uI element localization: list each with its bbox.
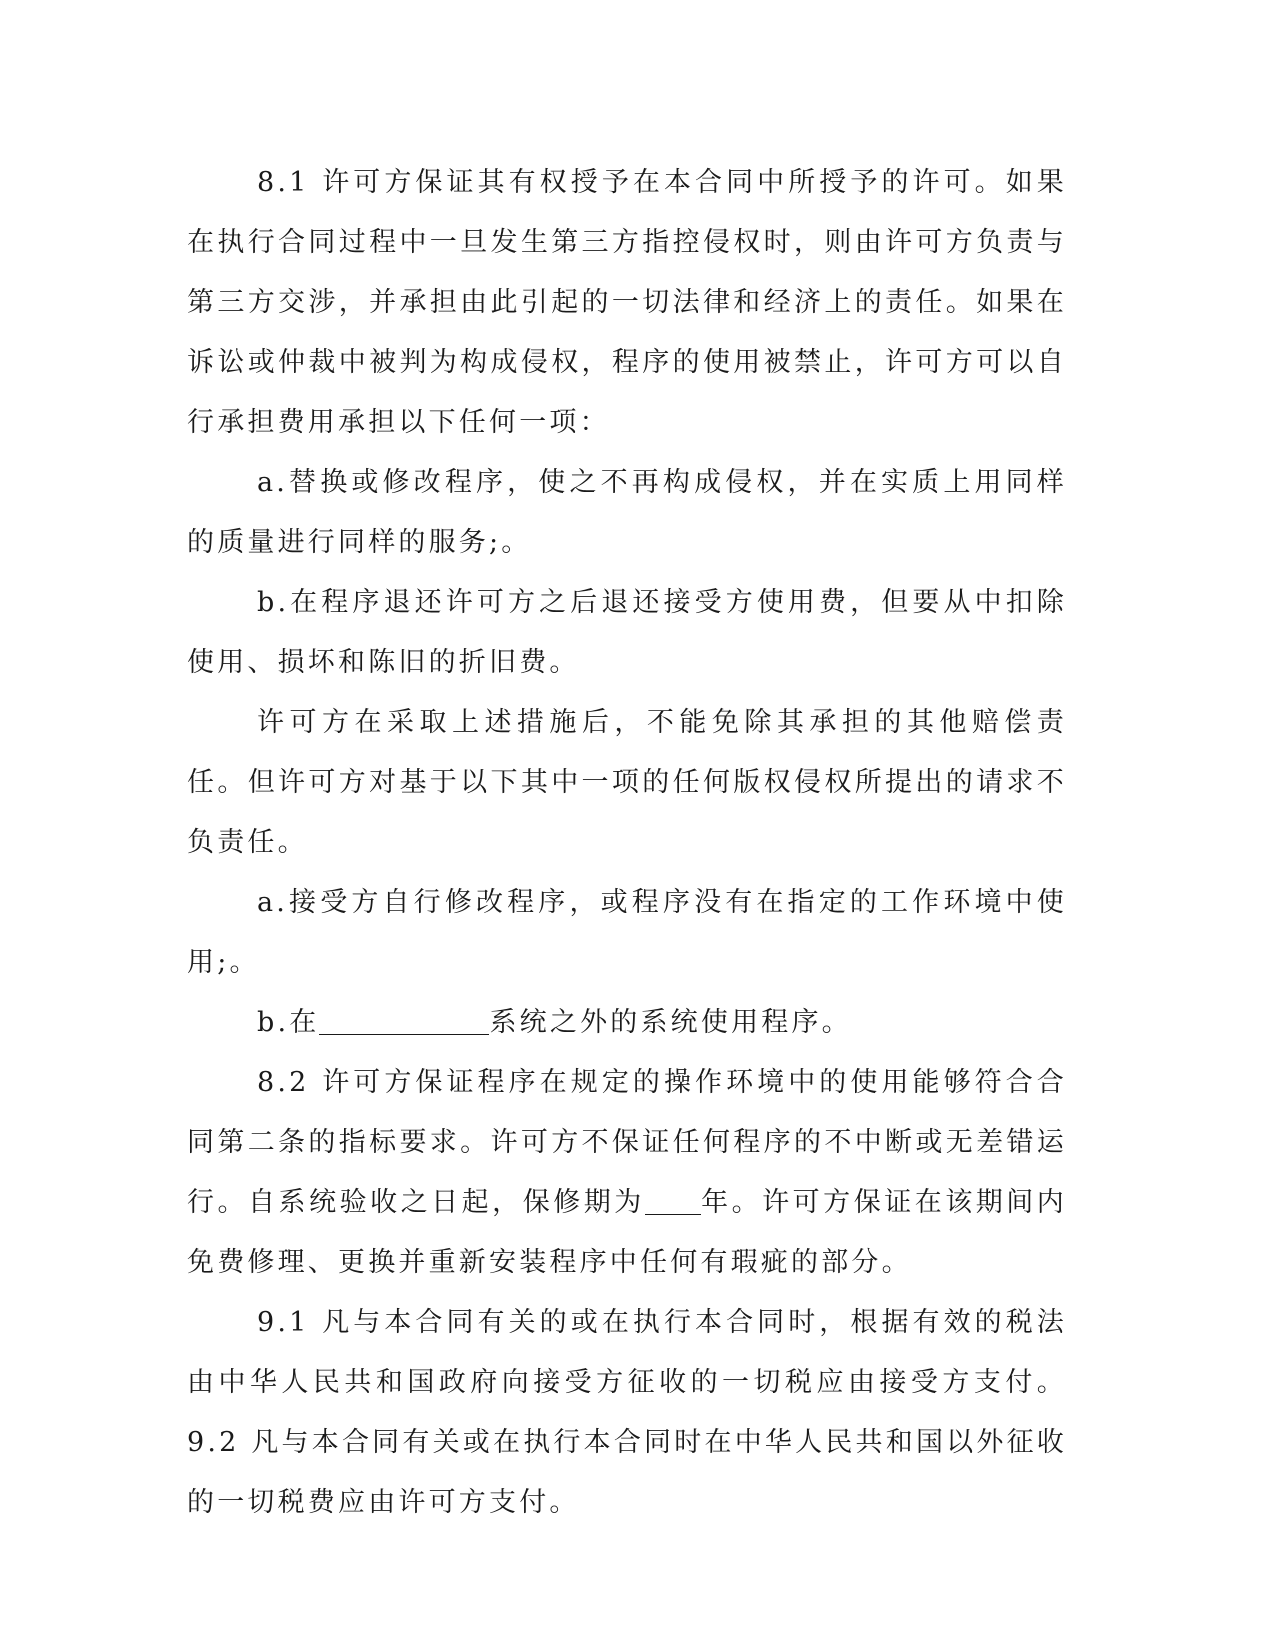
system-name-blank (319, 1004, 489, 1035)
warranty-years-blank (645, 1184, 701, 1215)
clause-8-1-paragraph: 8.1 许可方保证其有权授予在本合同中所授予的许可。如果在执行合同过程中一旦发生第三方指控侵权时，则由许可方负责与第三方交涉，并承担由此引起的一切法律和经济上的责任。如果在诉讼或仲裁中被判为构成侵权，程序的使用被禁止，许可方可以自行承担费用承担以下任何一项： (187, 167, 1067, 438)
document-body (187, 153, 1067, 1533)
exclusion-b-paragraph (187, 993, 1067, 1053)
clause-8-2-text-before: 8.2 许可方保证程序在规定的操作环境中的使用能够符合合同第二条的指标要求。许可方不保证任何程序的不中断或无差错运行。自系统验收之日起，保修期为 (187, 1067, 1067, 1218)
exclusion-b-text-after: 系统之外的系统使用程序。 (489, 1007, 852, 1038)
clause-8-2-text-after: 年。许可方保证在该期间内免费修理、更换并重新安装程序中任何有瑕疵的部分。 (187, 1187, 1068, 1278)
exclusion-a-paragraph: a.接受方自行修改程序，或程序没有在指定的工作环境中使用;。 (187, 887, 1067, 978)
exclusion-b-text-before: b.在 (257, 1007, 320, 1038)
clause-8-2-paragraph (187, 1053, 1067, 1293)
option-b-refund-paragraph: b.在程序退还许可方之后退还接受方使用费，但要从中扣除使用、损坏和陈旧的折旧费。 (187, 587, 1067, 678)
option-a-replace-paragraph: a.替换或修改程序，使之不再构成侵权，并在实质上用同样的质量进行同样的服务;。 (187, 467, 1067, 558)
liability-exclusion-paragraph: 许可方在采取上述措施后，不能免除其承担的其他赔偿责任。但许可方对基于以下其中一项的任何版权侵权所提出的请求不负责任。 (187, 707, 1067, 858)
clause-9-paragraph: 9.1 凡与本合同有关的或在执行本合同时，根据有效的税法由中华人民共和国政府向接受方征收的一切税应由接受方支付。9.2 凡与本合同有关或在执行本合同时在中华人民共和国以外征收的一切税费应由许可方支付。 (187, 1307, 1067, 1518)
